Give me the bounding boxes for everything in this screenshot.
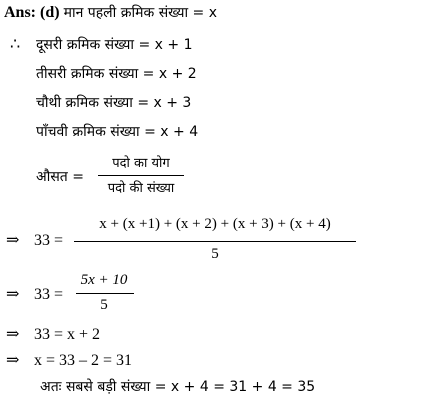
- second-number-line: दूसरी क्रमिक संख्या = x + 1: [36, 37, 193, 53]
- therefore-symbol: ∴: [10, 36, 21, 53]
- answer-line: [4, 4, 217, 22]
- answer-statement: मान पहली क्रमिक संख्या = x: [63, 5, 218, 21]
- final-answer: अतः सबसे बड़ी संख्या = x + 4 = 31 + 4 = 35: [40, 379, 316, 395]
- answer-label: Ans:: [4, 4, 37, 21]
- implies-arrow: ⇒: [6, 286, 20, 303]
- step-two-denominator: 5: [100, 297, 108, 313]
- average-fraction-bar: [98, 175, 184, 176]
- fifth-number-line: पाँचवी क्रमिक संख्या = x + 4: [36, 124, 199, 140]
- step-three-equation: 33 = x + 2: [34, 326, 101, 343]
- fourth-number-line: चौथी क्रमिक संख्या = x + 3: [36, 95, 192, 111]
- third-number-line: तीसरी क्रमिक संख्या = x + 2: [36, 66, 197, 82]
- step-one-lhs: 33 =: [34, 232, 64, 249]
- step-two-lhs: 33 =: [34, 286, 64, 303]
- average-label: औसत =: [36, 169, 84, 185]
- step-four-equation: x = 33 – 2 = 31: [34, 352, 133, 369]
- step-two-numerator: 5x + 10: [80, 272, 128, 288]
- step-one-denominator: 5: [211, 246, 219, 262]
- step-one-fraction-bar: [74, 241, 356, 242]
- step-two-fraction-bar: [76, 293, 134, 294]
- answer-option: (d): [40, 4, 60, 21]
- implies-arrow: ⇒: [6, 326, 20, 343]
- average-denominator: पदो की संख्या: [107, 181, 175, 196]
- average-numerator: पदो का योग: [112, 156, 170, 171]
- implies-arrow: ⇒: [6, 232, 20, 249]
- step-one-numerator: x + (x +1) + (x + 2) + (x + 3) + (x + 4): [99, 216, 331, 232]
- implies-arrow: ⇒: [6, 352, 20, 369]
